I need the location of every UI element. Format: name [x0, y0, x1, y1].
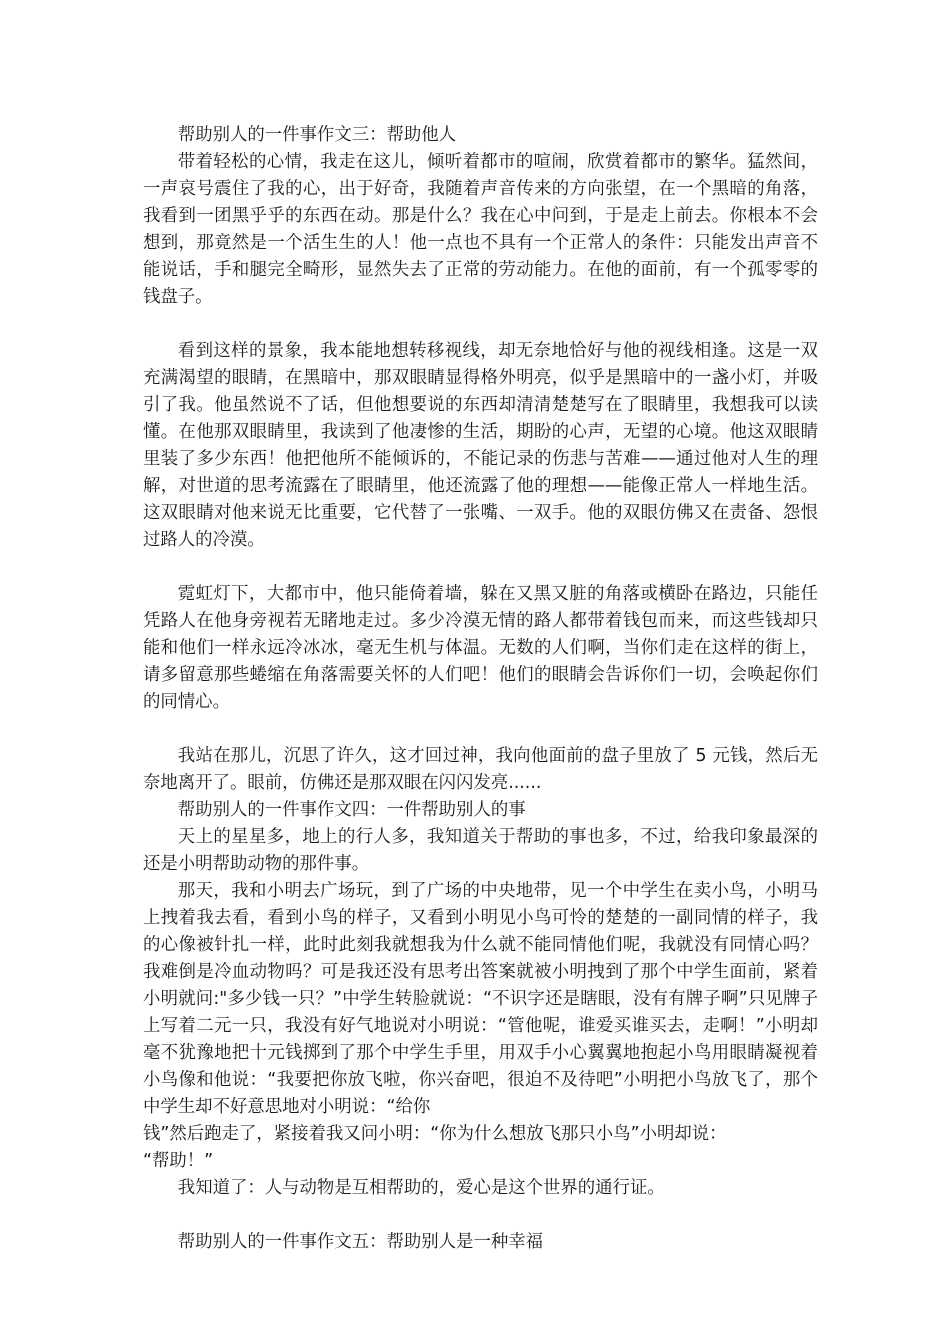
essay-three-paragraph-1: 带着轻松的心情，我走在这儿，倾听着都市的喧闹，欣赏着都市的繁华。猛然间，一声哀号震住了我的心，出于好奇，我随着声音传来的方向张望，在一个黑暗的角落，我看到一团黑乎乎的东西在动。那是什么？我在心中问到，于是走上前去。你根本不会想到，那竟然是一个活生生的人！他一点也不具有一个正常人的条件：只能发出声音不能说话，手和腿完全畸形，显然失去了正常的劳动能力。在他的面前，有一个孤零零的钱盘子。	[143, 152, 818, 307]
essay-three-paragraph-4: 我站在那儿，沉思了许久，这才回过神，我向他面前的盘子里放了 5 元钱，然后无奈地离开了。眼前，仿佛还是那双眼在闪闪发亮......	[143, 746, 818, 793]
essay-four-paragraph-3: 我知道了：人与动物是互相帮助的，爱心是这个世界的通行证。	[177, 1178, 665, 1198]
essay-four-quote: “帮助！”	[143, 1151, 214, 1171]
essay-four-paragraph-2-continued: 钱”然后跑走了，紧接着我又问小明：“你为什么想放飞那只小鸟”小明却说：	[143, 1124, 727, 1144]
document-body	[143, 122, 818, 1256]
essay-three-paragraph-3: 霓虹灯下，大都市中，他只能倚着墙，躲在又黑又脏的角落或横卧在路边，只能任凭路人在他身旁视若无睹地走过。多少冷漠无情的路人都带着钱包而来，而这些钱却只能和他们一样永远冷冰冰，毫无生机与体温。无数的人们啊，当你们走在这样的街上，请多留意那些蜷缩在角落需要关怀的人们吧！他们的眼睛会告诉你们一切，会唤起你们的同情心。	[143, 584, 818, 712]
essay-four-paragraph-2: 那天，我和小明去广场玩，到了广场的中央地带，见一个中学生在卖小鸟，小明马上拽着我去看，看到小鸟的样子，又看到小明见小鸟可怜的楚楚的一副同情的样子，我的心像被针扎一样，此时此刻我就想我为什么就不能同情他们呢，我就没有同情心吗？我难倒是冷血动物吗？可是我还没有思考出答案就被小明拽到了那个中学生面前，紧着小明就问:"多少钱一只？”中学生转脸就说：“不识字还是瞎眼，没有有牌子啊”只见牌子上写着二元一只，我没有好气地说对小明说：“管他呢，谁爱买谁买去，走啊！”小明却毫不犹豫地把十元钱掷到了那个中学生手里，用双手小心翼翼地抱起小鸟用眼睛凝视着小鸟像和他说：“我要把你放飞啦，你兴奋吧，很迫不及待吧”小明把小鸟放飞了，那个中学生却不好意思地对小明说：“给你	[143, 881, 818, 1117]
essay-three-title: 帮助别人的一件事作文三：帮助他人	[177, 125, 457, 145]
paragraph-gap	[143, 311, 818, 338]
essay-five-title: 帮助别人的一件事作文五：帮助别人是一种幸福	[177, 1232, 544, 1252]
essay-four-title: 帮助别人的一件事作文四：一件帮助别人的事	[177, 800, 526, 820]
paragraph-gap	[143, 554, 818, 581]
essay-three-paragraph-2: 看到这样的景象，我本能地想转移视线，却无奈地恰好与他的视线相逢。这是一双充满渴望的眼睛，在黑暗中，那双眼睛显得格外明亮，似乎是黑暗中的一盏小灯，并吸引了我。他虽然说不了话，但他想要说的东西却清清楚楚写在了眼睛里，我想我可以读懂。在他那双眼睛里，我读到了他凄惨的生活，期盼的心声，无望的心境。他这双眼睛里装了多少东西！他把他所不能倾诉的，不能记录的伤悲与苦难——通过他对人生的理解，对世道的思考流露在了眼睛里，他还流露了他的理想——能像正常人一样地生活。这双眼睛对他来说无比重要，它代替了一张嘴、一双手。他的双眼仿佛又在责备、怨恨过路人的冷漠。	[143, 341, 818, 550]
essay-four-paragraph-1: 天上的星星多，地上的行人多，我知道关于帮助的事也多，不过，给我印象最深的还是小明帮助动物的那件事。	[143, 827, 818, 874]
paragraph-gap	[143, 716, 818, 743]
paragraph-gap	[143, 1202, 818, 1229]
